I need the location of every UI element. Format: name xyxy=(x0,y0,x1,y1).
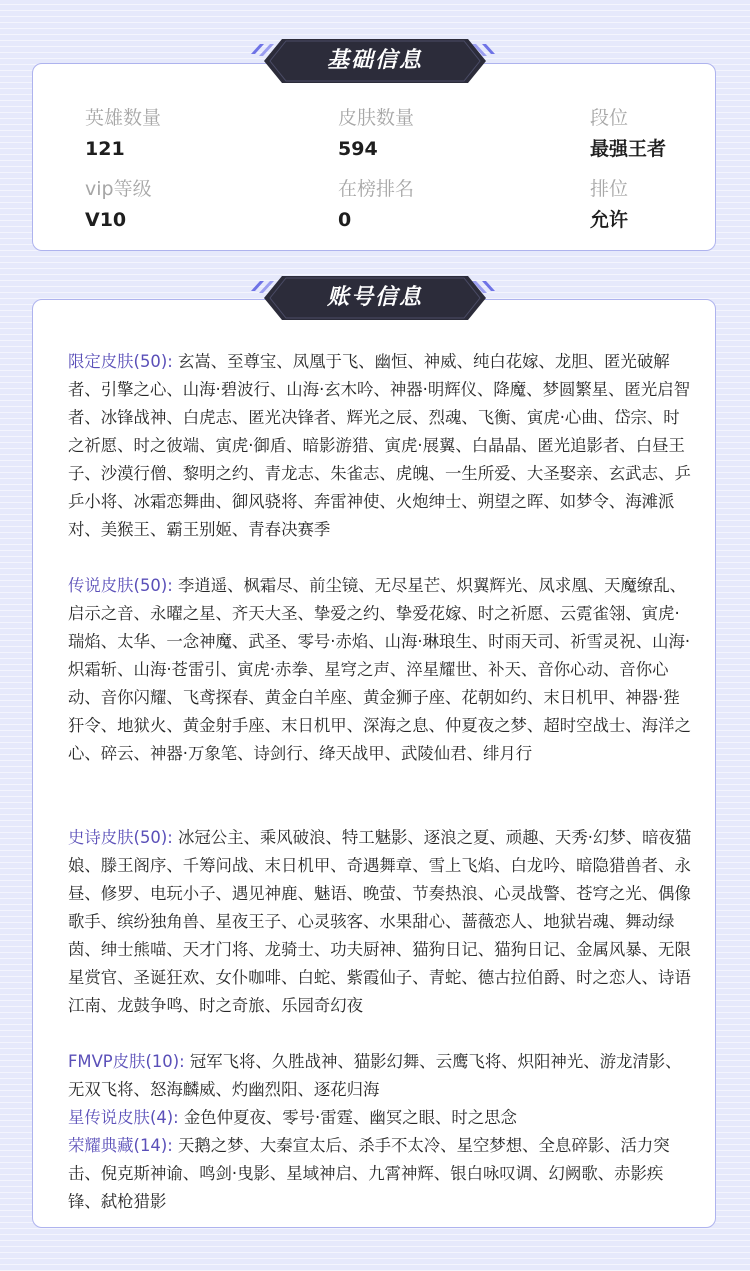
rank-tier-value: 最强王者 xyxy=(590,138,667,160)
skin-category-star-legend xyxy=(68,1104,694,1132)
vip-level-value: V10 xyxy=(85,209,127,231)
skin-category-label: FMVP皮肤(10): xyxy=(68,1052,185,1071)
skin-count-value: 594 xyxy=(338,138,378,160)
basic-info-card xyxy=(32,63,716,251)
skin-category-label: 星传说皮肤(4): xyxy=(68,1108,179,1127)
skin-category-epic xyxy=(68,824,694,1020)
skin-category-label: 史诗皮肤(50): xyxy=(68,828,173,847)
leaderboard-rank-label: 在榜排名 xyxy=(338,178,415,200)
skin-category-fmvp xyxy=(68,1048,694,1104)
hero-count-field xyxy=(85,106,285,161)
rank-tier-field xyxy=(590,106,750,161)
account-info-title: 账号信息 xyxy=(326,285,423,310)
vip-level-field xyxy=(85,177,285,232)
ranked-mode-label: 排位 xyxy=(590,178,629,200)
skin-count-label: 皮肤数量 xyxy=(338,107,415,129)
vip-level-label: vip等级 xyxy=(85,178,152,200)
leaderboard-rank-value: 0 xyxy=(338,209,352,231)
skin-category-glory-collection xyxy=(68,1132,694,1216)
skin-category-label: 传说皮肤(50): xyxy=(68,576,173,595)
skin-category-legend xyxy=(68,572,694,768)
skin-category-items: 冠军飞将、久胜战神、猫影幻舞、云鹰飞将、炽阳神光、游龙清影、无双飞将、怒海麟威、灼幽烈阳、逐花归海 xyxy=(68,1052,682,1099)
skin-category-limited xyxy=(68,348,694,544)
skin-count-field xyxy=(338,106,538,161)
basic-info-title: 基础信息 xyxy=(326,48,423,73)
ranked-mode-field xyxy=(590,177,750,232)
ranked-mode-value: 允许 xyxy=(590,209,629,231)
skin-category-items: 冰冠公主、乘风破浪、特工魅影、逐浪之夏、顽趣、天秀·幻梦、暗夜猫娘、滕王阁序、千筹问战、末日机甲、奇遇舞章、雪上飞焰、白龙吟、暗隐猎兽者、永昼、修罗、电玩小子、遇见神鹿、魅语、晚萤、节奏热浪、心灵战警、苍穹之光、偶像歌手、缤纷独角兽、星夜王子、心灵骇客、水果甜心、蔷薇恋人、地狱岩魂、舞动绿茵、绅士熊喵、天才门将、龙骑士、功夫厨神、猫狗日记、猫狗日记、金属风暴、无限星赏官、圣诞狂欢、女仆咖啡、白蛇、紫霞仙子、青蛇、德古拉伯爵、时之恋人、诗语江南、龙鼓争鸣、时之奇旅、乐园奇幻夜 xyxy=(68,828,692,1015)
skin-category-label: 荣耀典藏(14): xyxy=(68,1136,173,1155)
skin-category-items: 李逍遥、枫霜尽、前尘镜、无尽星芒、炽翼辉光、凤求凰、天魔缭乱、启示之音、永曜之星、齐天大圣、挚爱之约、挚爱花嫁、时之祈愿、云霓雀翎、寅虎·瑞焰、太华、一念神魔、武圣、零号·赤焰、山海·琳琅生、时雨天司、祈雪灵祝、山海·炽霜斩、山海·苍雷引、寅虎·赤拳、星穹之声、淬星耀世、补天、音你心动、音你心动、音你闪耀、飞鸢探春、黄金白羊座、黄金狮子座、花朝如约、末日机甲、神器·狴犴令、地狱火、黄金射手座、末日机甲、深海之息、仲夏夜之梦、超时空战士、海洋之心、碎云、神器·万象笔、诗剑行、绛天战甲、武陵仙君、绯月行 xyxy=(68,576,691,763)
leaderboard-rank-field xyxy=(338,177,538,232)
hero-count-label: 英雄数量 xyxy=(85,107,162,129)
skin-category-items: 玄嵩、至尊宝、凤凰于飞、幽恒、神威、纯白花嫁、龙胆、匿光破解者、引擎之心、山海·碧波行、山海·玄木吟、神器·明辉仪、降魔、梦圆繁星、匿光启智者、冰锋战神、白虎志、匿光决锋者、辉光之辰、烈魂、飞衡、寅虎·心曲、岱宗、时之祈愿、时之彼端、寅虎·御盾、暗影游猎、寅虎·展翼、白晶晶、匿光追影者、白昼王子、沙漠行僧、黎明之约、青龙志、朱雀志、虎魄、一生所爱、大圣娶亲、玄武志、乒乒小将、冰霜恋舞曲、御风骁将、奔雷神使、火炮绅士、朔望之晖、如梦令、海滩派对、美猴王、霸王别姬、青春决赛季 xyxy=(68,352,691,539)
skin-category-label: 限定皮肤(50): xyxy=(68,352,173,371)
basic-info-banner xyxy=(248,37,502,85)
account-info-banner xyxy=(248,274,502,322)
rank-tier-label: 段位 xyxy=(590,107,629,129)
skin-category-items: 金色仲夏夜、零号·雷霆、幽冥之眼、时之思念 xyxy=(183,1108,517,1127)
hero-count-value: 121 xyxy=(85,138,125,160)
skin-category-items: 天鹅之梦、大秦宣太后、杀手不太冷、星空梦想、全息碎影、活力突击、倪克斯神谕、鸣剑·曳影、星域神启、九霄神辉、银白咏叹调、幻阙歌、赤影疾锋、弑枪猎影 xyxy=(68,1136,670,1211)
